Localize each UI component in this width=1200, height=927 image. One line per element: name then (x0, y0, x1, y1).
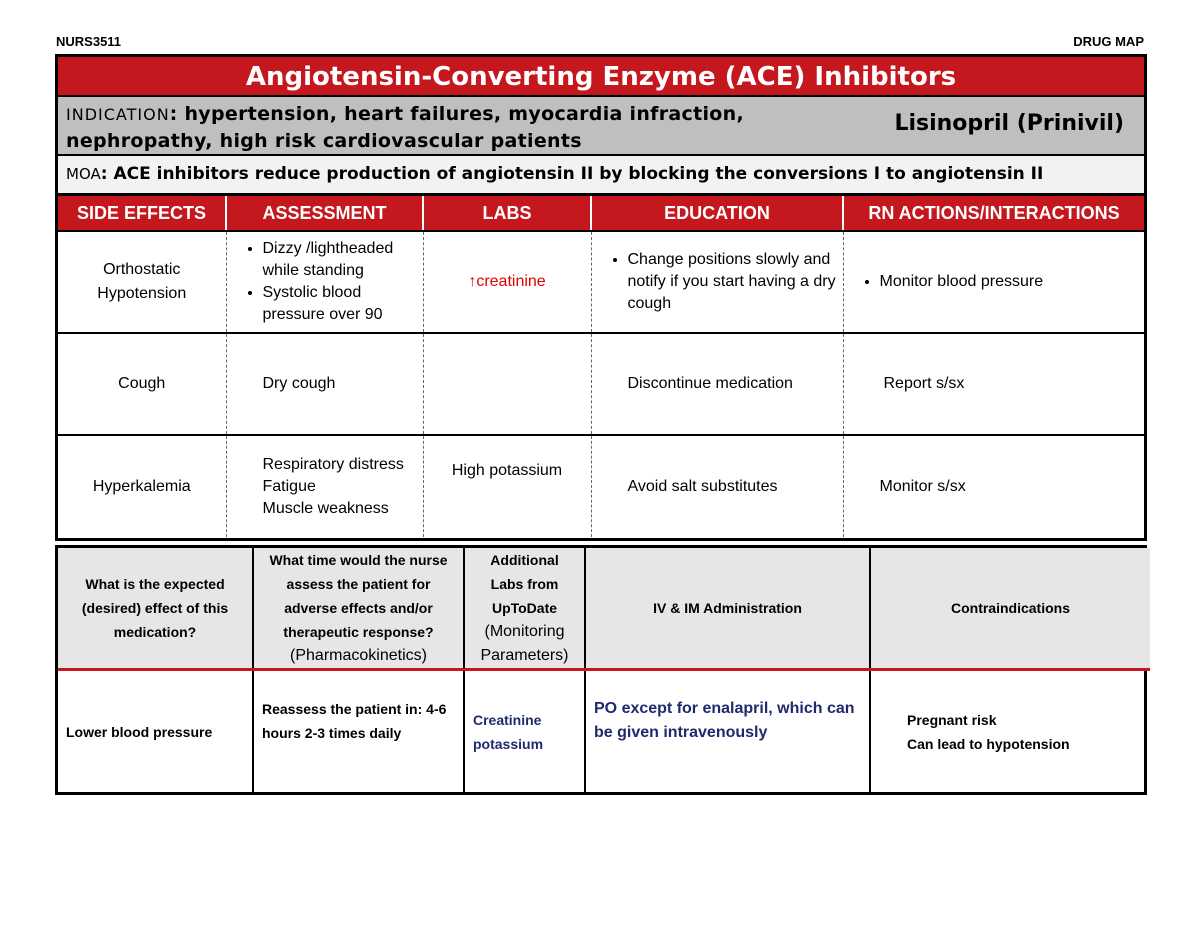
contraindications-header: Contraindications (870, 548, 1150, 670)
assessment-list (233, 238, 417, 326)
moa-row (58, 156, 1144, 196)
drug-class-title: Angiotensin-Converting Enzyme (ACE) Inhibitors (58, 57, 1144, 97)
drug-map-bottom-section (55, 545, 1147, 795)
bottom-header-row (58, 548, 1150, 670)
expected-effect-value: Lower blood pressure (58, 670, 253, 793)
lab-item: Creatinine (473, 711, 542, 728)
col-rn-actions: RN ACTIONS/INTERACTIONS (843, 196, 1144, 231)
assessment-line: Fatigue (262, 477, 316, 495)
education-cell (591, 435, 843, 537)
labs-cell: ↑creatinine (423, 231, 591, 333)
labs-cell (423, 333, 591, 435)
education-list (598, 249, 837, 315)
col-labs: LABS (423, 196, 591, 231)
lab-item: potassium (473, 735, 544, 752)
col-assessment: ASSESSMENT (226, 196, 423, 231)
additional-labs-header (464, 548, 585, 670)
list-item: • Systolic blood pressure over 90 (263, 282, 417, 326)
assessment-line: Muscle weakness (262, 499, 389, 517)
labs-subtitle: (Monitoring Parameters) (480, 623, 569, 664)
iv-im-header: IV & IM Administration (585, 548, 870, 670)
rn-actions-cell (843, 435, 1144, 537)
education-cell (591, 333, 843, 435)
drug-name: Lisinopril (Prinivil) (894, 111, 1124, 136)
education-text: Avoid salt substitutes (627, 477, 778, 495)
side-effect-cell: Cough (58, 333, 226, 435)
table-row (58, 333, 1144, 435)
rn-actions-text: Monitor s/sx (879, 477, 966, 495)
drug-map-top-section (55, 54, 1147, 541)
document-type: DRUG MAP (1073, 34, 1144, 49)
list-item: • Change positions slowly and notify if you start having a dry cough (628, 249, 837, 315)
course-code: NURS3511 (56, 34, 122, 49)
list-item: • Dizzy /lightheaded while standing (263, 238, 417, 282)
assessment-text: Dry cough (262, 375, 336, 392)
bottom-value-row (58, 670, 1150, 793)
assessment-cell (226, 333, 423, 435)
col-education: EDUCATION (591, 196, 843, 231)
rn-actions-cell (843, 231, 1144, 333)
rn-actions-text: Report s/sx (883, 375, 965, 392)
side-effect-name: Orthostatic Hypotension (97, 261, 187, 302)
contraindications-value (870, 670, 1150, 793)
expected-effect-header: What is the expected (desired) effect of this medication? (58, 548, 253, 670)
education-text: Discontinue medication (627, 375, 793, 392)
rn-actions-cell (843, 333, 1144, 435)
table-row (58, 435, 1144, 537)
timing-value: Reassess the patient in: 4-6 hours 2-3 times daily (253, 670, 464, 793)
list-item: • Monitor blood pressure (880, 271, 1139, 293)
rn-actions-list (850, 271, 1139, 293)
timing-header (253, 548, 464, 670)
timing-subtitle: (Pharmacokinetics) (290, 647, 427, 664)
timing-question: What time would the nurse assess the patient for adverse effects and/or therapeutic response? (269, 552, 448, 640)
contraindication-item: Can lead to hypotension (907, 735, 1070, 752)
indication-row (58, 97, 1144, 156)
iv-im-value (585, 670, 870, 793)
table-header-row (58, 196, 1144, 231)
moa-value: : ACE inhibitors reduce production of angiotensin II by blocking the conversions I to angiotensin II (100, 164, 1044, 184)
additional-labs-value (464, 670, 585, 793)
assessment-line: Respiratory distress (262, 455, 404, 473)
iv-im-text: PO except for enalapril, which can be given intravenously (594, 700, 855, 741)
contraindication-item: Pregnant risk (907, 711, 997, 728)
table-row (58, 231, 1144, 333)
moa-label: MOA (66, 165, 101, 183)
education-cell (591, 231, 843, 333)
labs-cell: High potassium (423, 435, 591, 537)
side-effect-cell: Hyperkalemia (58, 435, 226, 537)
side-effects-table (58, 196, 1144, 537)
assessment-cell (226, 435, 423, 537)
col-side-effects: SIDE EFFECTS (58, 196, 226, 231)
assessment-cell (226, 231, 423, 333)
indication-label: INDICATION (66, 105, 170, 124)
labs-question: Additional Labs from UpToDate (490, 552, 559, 616)
indication-value: : hypertension, heart failures, myocardia infraction, nephropathy, high risk cardiovascular patients (66, 103, 744, 152)
pharmacology-table (58, 548, 1150, 792)
indication-text (66, 101, 856, 155)
side-effect-cell (58, 231, 226, 333)
